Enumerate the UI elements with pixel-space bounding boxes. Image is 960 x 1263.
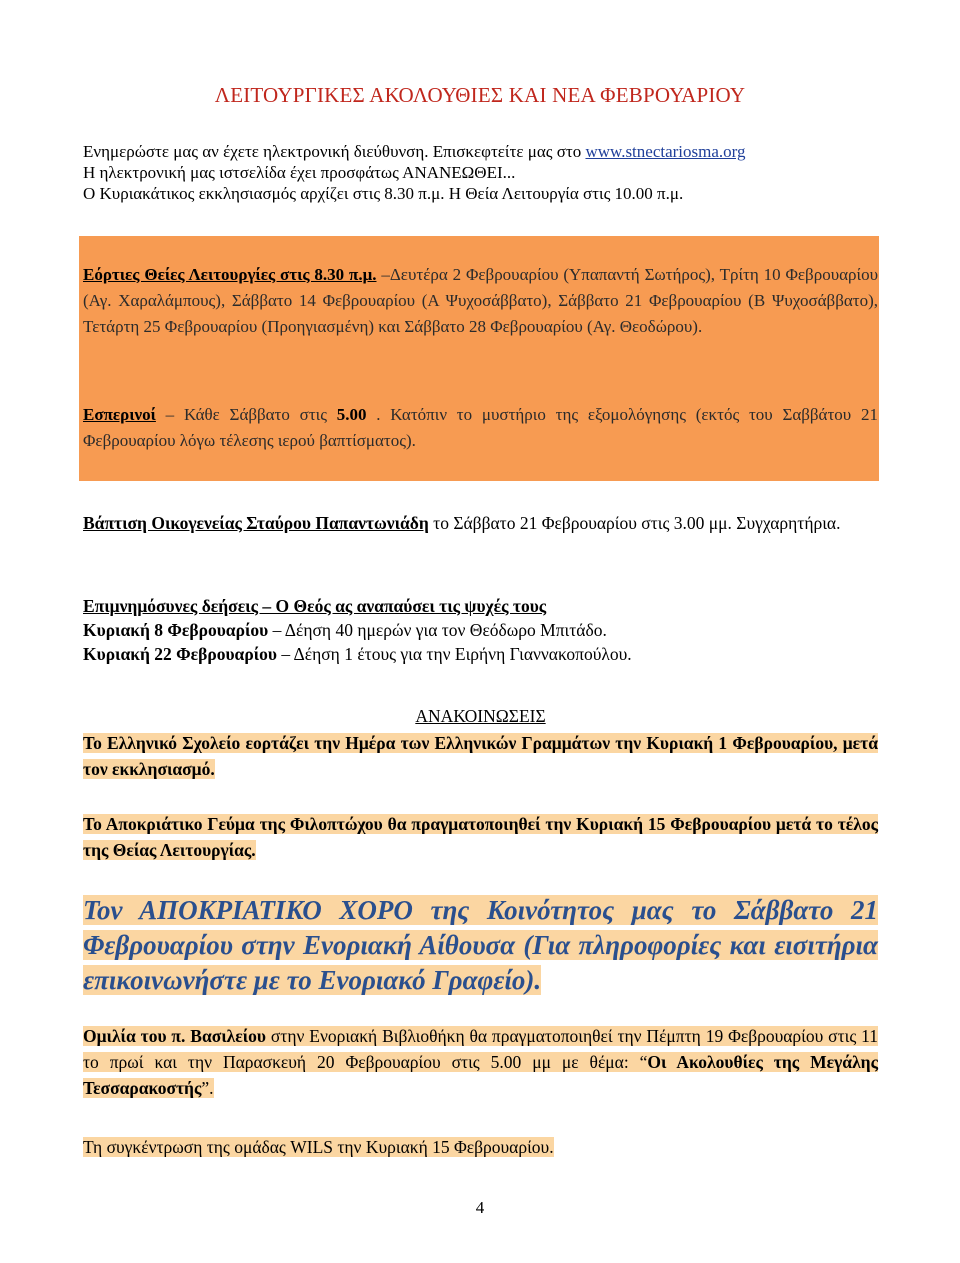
talk-text-2: ”. (201, 1078, 214, 1098)
vespers-paragraph (83, 402, 878, 454)
carnival-lunch-text: Το Αποκριάτικο Γεύμα της Φιλοπτώχου θα πραγματοποιηθεί την Κυριακή 15 Φεβρουαρίου μετά το τέλος της Θείας Λειτουργίας. (83, 814, 878, 860)
memorial-item-2-date: Κυριακή 22 Φεβρουαρίου (83, 644, 277, 664)
feast-liturgies-text: –Δευτέρα 2 Φεβρουαρίου (Υπαπαντή Σωτήρος), Τρίτη 10 Φεβρουαρίου (Αγ. Χαραλάμπους), Σάββατο 14 Φεβρουαρίου (Α Ψυχοσάββατο), Σάββατο 21 Φεβρουαρίου (Β Ψυχοσάββατο), Τετάρτη 25 Φεβρουαρίου (Προηγιασμένη) και Σάββατο 28 Φεβρουαρίου (Αγ. Θεοδώρου). (83, 265, 878, 336)
greek-school-announcement (83, 730, 878, 782)
talk-speaker-name: Βασιλείου (190, 1026, 266, 1046)
wils-announcement (83, 1134, 878, 1160)
baptism-paragraph (83, 510, 878, 536)
website-link[interactable]: www.stnectariosma.org (585, 142, 746, 161)
baptism-family: Βάπτιση Οικογενείας Σταύρου Παπαντωνιάδη (83, 513, 429, 533)
announcements-heading (83, 703, 878, 729)
feast-liturgies-label: Εόρτιες Θείες Λειτουργίες στις 8.30 π.μ. (83, 265, 377, 284)
memorial-item-2 (83, 642, 878, 666)
intro-section (83, 141, 883, 204)
carnival-lunch-announcement (83, 811, 878, 863)
feast-liturgies-paragraph (83, 262, 878, 340)
talk-text-1: στην Ενοριακή Βιβλιοθήκη θα πραγματοποιηθεί την Πέμπτη 19 Φεβρουαρίου στις 11 το πρωί και την Παρασκευή 20 Φεβρουαρίου στις 5.00 μμ με θέμα: “ (83, 1026, 878, 1072)
announcements-heading-text: ΑΝΑΚΟΙΝΩΣΕΙΣ (415, 706, 546, 726)
page-title: ΛΕΙΤΟΥΡΓΙΚΕΣ ΑΚΟΛΟΥΘΙΕΣ ΚΑΙ ΝΕΑ ΦΕΒΡΟΥΑΡΙΟΥ (214, 83, 746, 107)
memorial-item-2-text: – Δέηση 1 έτους για την Ειρήνη Γιαννακοπούλου. (276, 644, 632, 664)
wils-text: Τη συγκέντρωση της ομάδας WILS την Κυριακή 15 Φεβρουαρίου. (83, 1137, 554, 1157)
vespers-text-1: – Κάθε Σάββατο στις (155, 405, 337, 424)
intro-line-3: Ο Κυριακάτικος εκκλησιασμός αρχίζει στις 8.30 π.μ. Η Θεία Λειτουργία στις 10.00 π.μ. (83, 184, 684, 203)
intro-line-1: Ενημερώστε μας αν έχετε ηλεκτρονική διεύθυνση. Επισκεφτείτε μας στο (83, 142, 586, 161)
greek-school-text: Το Ελληνικό Σχολείο εορτάζει την Ημέρα των Ελληνικών Γραμμάτων την Κυριακή 1 Φεβρουαρίου, μετά τον εκκλησιασμό. (83, 733, 878, 779)
memorial-item-1-text: – Δέηση 40 ημερών για τον Θεόδωρο Μπιτάδο. (268, 620, 607, 640)
talk-speaker-prefix: Ομιλία του π. (83, 1026, 186, 1046)
carnival-dance-text: Τον ΑΠΟΚΡΙΑΤΙΚΟ ΧΟΡΟ της Κοινότητος μας το Σάββατο 21 Φεβρουαρίου στην Ενοριακή Αίθουσα (Για πληροφορίες και εισιτήρια επικοινωνήστε με το Ενοριακό Γραφείο). (83, 895, 878, 995)
memorial-section (83, 594, 878, 666)
vespers-time: 5.00 (336, 405, 367, 424)
memorial-heading: Επιμνημόσυνες δεήσεις – Ο Θεός ας αναπαύσει τις ψυχές τους (83, 596, 547, 616)
intro-line-2: Η ηλεκτρονική μας ιστσελίδα έχει προσφάτως ΑΝΑΝΕΩΘΕΙ... (83, 163, 516, 182)
memorial-item-1 (83, 618, 878, 642)
carnival-dance-announcement (83, 893, 878, 998)
talk-announcement (83, 1023, 878, 1101)
vespers-label: Εσπερινοί (83, 405, 156, 424)
talk-topic: Οι Ακολουθίες της Μεγάλης Τεσσαρακοστής (83, 1052, 878, 1098)
baptism-text: το Σάββατο 21 Φεβρουαρίου στις 3.00 μμ. Συγχαρητήρια. (428, 513, 841, 533)
vespers-text-2: . Κατόπιν το μυστήριο της εξομολόγησης (εκτός του Σαββάτου 21 Φεβρουαρίου λόγω τέλεσης ιερού βαπτίσματος). (83, 405, 878, 450)
page-number: 4 (475, 1198, 485, 1217)
memorial-item-1-date: Κυριακή 8 Φεβρουαρίου (83, 620, 269, 640)
